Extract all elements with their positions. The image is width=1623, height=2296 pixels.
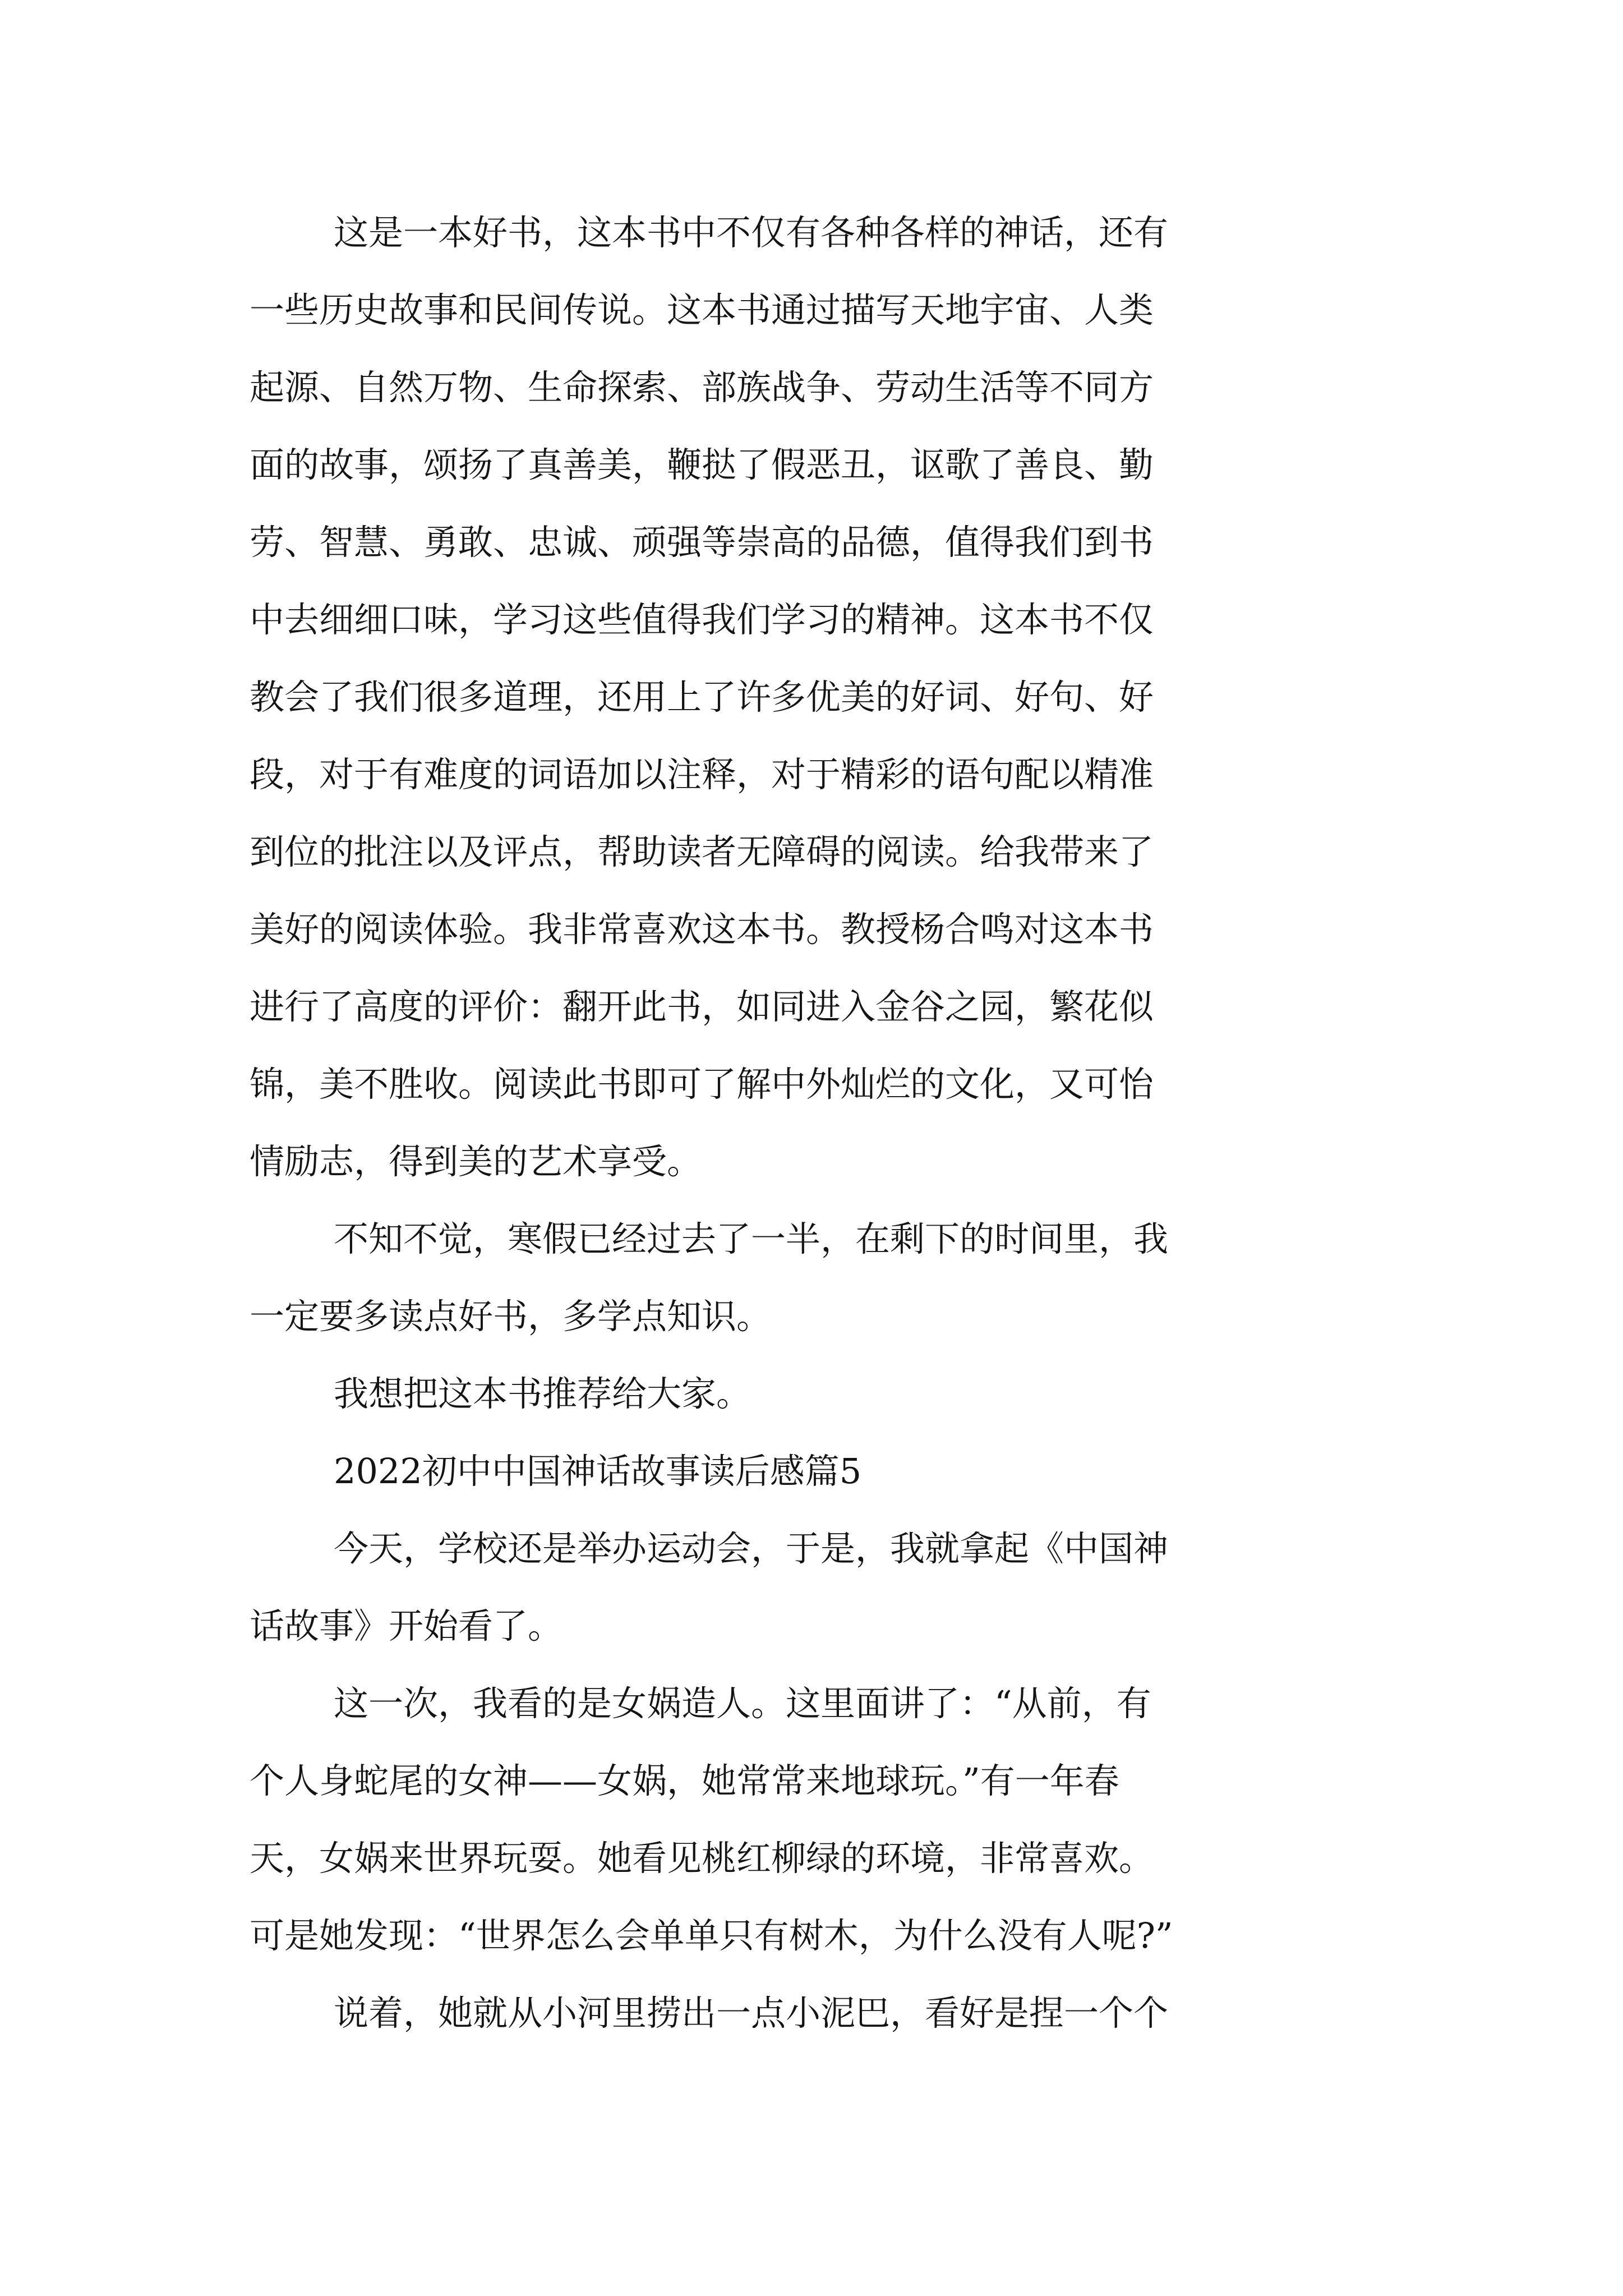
text-line: 一些历史故事和民间传说。这本书通过描写天地宇宙、人类 (250, 289, 1154, 330)
text-line: 劳、智慧、勇敢、忠诚、顽强等崇高的品德，值得我们到书 (250, 522, 1154, 563)
text-line: 不知不觉，寒假已经过去了一半，在剩下的时间里，我 (334, 1218, 1169, 1259)
text-line: 进行了高度的评价：翻开此书，如同进入金谷之园，繁花似 (250, 986, 1154, 1027)
text-line: 今天，学校还是举办运动会，于是，我就拿起《中国神 (334, 1528, 1169, 1569)
text-line: 情励志，得到美的艺术享受。 (250, 1141, 702, 1182)
text-line: 说着，她就从小河里捞出一点小泥巴，看好是捏一个个 (334, 1993, 1169, 2033)
text-line: 天，女娲来世界玩耍。她看见桃红柳绿的环境，非常喜欢。 (250, 1838, 1154, 1879)
text-line: 可是她发现：“世界怎么会单单只有树木，为什么没有人呢?” (250, 1915, 1173, 1956)
text-line: 话故事》开始看了。 (250, 1605, 563, 1646)
text-line: 到位的批注以及评点，帮助读者无障碍的阅读。给我带来了 (250, 831, 1154, 872)
text-line: 这是一本好书，这本书中不仅有各种各样的神话，还有 (334, 212, 1169, 253)
text-line: 一定要多读点好书，多学点知识。 (250, 1296, 772, 1337)
text-line: 教会了我们很多道理，还用上了许多优美的好词、好句、好 (250, 677, 1154, 717)
text-line: 我想把这本书推荐给大家。 (334, 1373, 751, 1414)
text-line: 起源、自然万物、生命探索、部族战争、劳动生活等不同方 (250, 367, 1154, 408)
section-heading: 2022初中中国神话故事读后感篇5 (334, 1451, 862, 1492)
text-line: 面的故事，颂扬了真善美，鞭挞了假恶丑，讴歌了善良、勤 (250, 444, 1154, 485)
text-line: 锦，美不胜收。阅读此书即可了解中外灿烂的文化，又可怡 (250, 1064, 1154, 1105)
text-line: 美好的阅读体验。我非常喜欢这本书。教授杨合鸣对这本书 (250, 909, 1154, 950)
text-line: 这一次，我看的是女娲造人。这里面讲了：“从前，有 (334, 1683, 1151, 1724)
text-line: 中去细细口味，学习这些值得我们学习的精神。这本书不仅 (250, 599, 1154, 640)
text-line: 个人身蛇尾的女神——女娲，她常常来地球玩。”有一年春 (250, 1760, 1119, 1801)
text-line: 段，对于有难度的词语加以注释，对于精彩的语句配以精准 (250, 754, 1154, 795)
